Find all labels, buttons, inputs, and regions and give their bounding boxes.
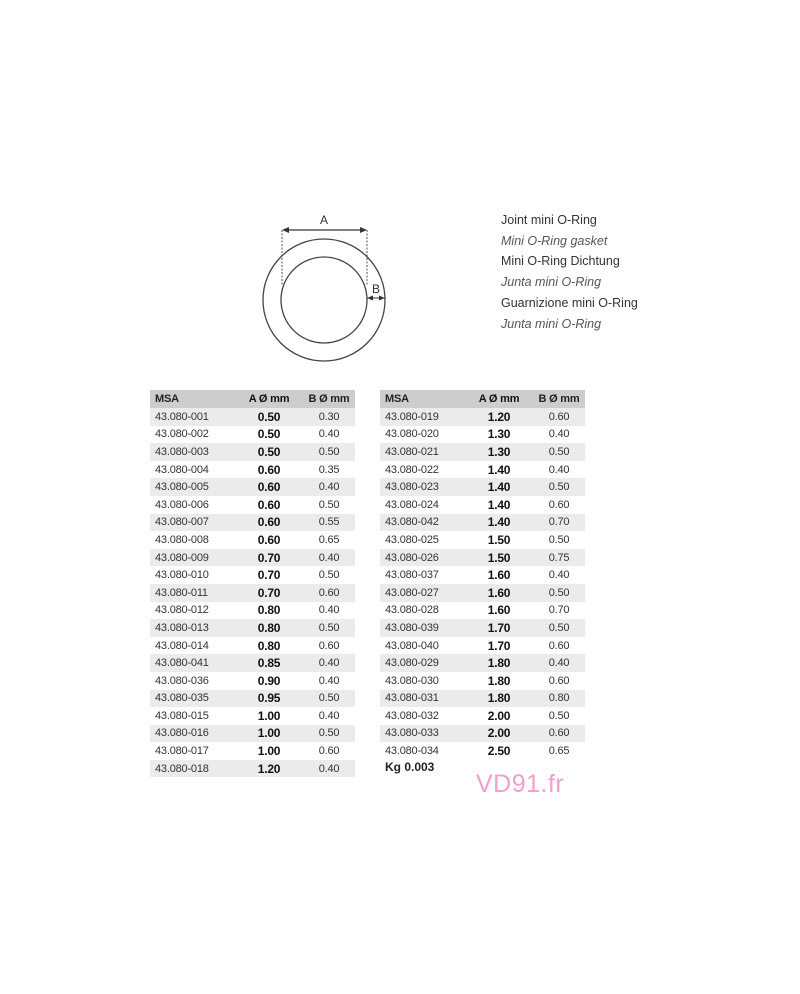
table-row [380,690,585,708]
part-number: 43.080-018 [150,760,235,778]
dimension-a-value: 1.50 [465,549,533,567]
table-row [380,725,585,743]
dimension-b-value: 0.40 [303,426,355,444]
table-row [150,584,355,602]
dimension-a-value: 1.50 [465,531,533,549]
dimension-a-value: 1.40 [465,514,533,532]
table-row [150,531,355,549]
table-row [380,637,585,655]
dimension-a-value: 0.70 [235,584,303,602]
dimension-a-value: 0.50 [235,426,303,444]
part-number: 43.080-017 [150,742,235,760]
dimension-a-value: 1.60 [465,602,533,620]
part-number: 43.080-001 [150,408,235,426]
table-row [150,461,355,479]
dimension-b-value: 0.70 [533,602,585,620]
dimension-a-value: 2.50 [465,742,533,760]
part-number: 43.080-006 [150,496,235,514]
o-ring-diagram [240,205,410,370]
column-header-ref: MSA [150,390,235,408]
table-row [150,690,355,708]
table-row [150,672,355,690]
title-de: Mini O-Ring Dichtung [501,254,620,269]
table-row [380,496,585,514]
table-row [150,742,355,760]
dimension-b-value: 0.40 [303,549,355,567]
part-number: 43.080-026 [380,549,465,567]
table-row [380,443,585,461]
table-row [150,725,355,743]
dimension-a-value: 0.80 [235,602,303,620]
dimension-a-value: 1.80 [465,690,533,708]
dimension-a-value: 1.40 [465,461,533,479]
dimension-b-value: 0.50 [533,443,585,461]
dimension-b-value: 0.65 [303,531,355,549]
part-number: 43.080-008 [150,531,235,549]
table-row [380,584,585,602]
dimension-a-value: 1.60 [465,566,533,584]
dimension-a-value: 0.50 [235,408,303,426]
dimension-a-value: 0.60 [235,461,303,479]
dimension-a-value: 1.40 [465,496,533,514]
dimension-b-value: 0.50 [303,725,355,743]
dimension-a-value: 1.30 [465,443,533,461]
spec-table-right [380,390,585,760]
part-number: 43.080-005 [150,478,235,496]
dimension-a-value: 2.00 [465,707,533,725]
table-row [150,602,355,620]
column-header-b: B Ø mm [303,390,355,408]
dimension-b-value: 0.50 [303,619,355,637]
part-number: 43.080-031 [380,690,465,708]
table-row [380,461,585,479]
dimension-b-value: 0.60 [533,672,585,690]
dimension-b-value: 0.65 [533,742,585,760]
part-number: 43.080-035 [150,690,235,708]
dimension-b-value: 0.40 [303,672,355,690]
dimension-b-value: 0.40 [533,461,585,479]
dimension-b-value: 0.50 [303,496,355,514]
dimension-b-value: 0.50 [303,690,355,708]
dimension-a-value: 1.30 [465,426,533,444]
dimension-a-value: 0.70 [235,549,303,567]
dimension-a-value: 1.00 [235,742,303,760]
dimension-b-value: 0.60 [303,637,355,655]
part-number: 43.080-023 [380,478,465,496]
part-number: 43.080-025 [380,531,465,549]
part-number: 43.080-042 [380,514,465,532]
column-header-b: B Ø mm [533,390,585,408]
dimension-a-value: 0.85 [235,654,303,672]
part-number: 43.080-021 [380,443,465,461]
part-number: 43.080-022 [380,461,465,479]
table-row [150,654,355,672]
dimension-a-value: 1.00 [235,707,303,725]
column-header-a: A Ø mm [465,390,533,408]
dimension-b-arrow-right [379,296,385,301]
part-number: 43.080-012 [150,602,235,620]
part-number: 43.080-011 [150,584,235,602]
part-number: 43.080-020 [380,426,465,444]
part-number: 43.080-013 [150,619,235,637]
table-row [380,531,585,549]
dimension-a-value: 1.60 [465,584,533,602]
part-number: 43.080-024 [380,496,465,514]
part-number: 43.080-016 [150,725,235,743]
watermark: VD91.fr [476,770,565,798]
dimension-b-value: 0.50 [303,566,355,584]
table-row [380,654,585,672]
part-number: 43.080-003 [150,443,235,461]
dimension-b-value: 0.60 [533,637,585,655]
dimension-b-value: 0.40 [303,707,355,725]
dimension-b-value: 0.60 [533,725,585,743]
dimension-a-value: 1.70 [465,619,533,637]
title-pt: Junta mini O-Ring [501,316,602,331]
dimension-b-value: 0.80 [533,690,585,708]
table-row [150,707,355,725]
table-row [380,549,585,567]
dimension-b-value: 0.70 [533,514,585,532]
dimension-b-value: 0.55 [303,514,355,532]
title-es: Junta mini O-Ring [501,275,602,290]
dimension-b-value: 0.35 [303,461,355,479]
column-header-ref: MSA [380,390,465,408]
dimension-a-value: 0.90 [235,672,303,690]
table-row [150,566,355,584]
table-row [150,408,355,426]
part-number: 43.080-009 [150,549,235,567]
part-number: 43.080-027 [380,584,465,602]
table-row [150,514,355,532]
inner-ring [281,257,367,343]
part-number: 43.080-028 [380,602,465,620]
part-number: 43.080-019 [380,408,465,426]
dimension-a-value: 0.80 [235,619,303,637]
table-row [150,496,355,514]
part-number: 43.080-032 [380,707,465,725]
dimension-a-value: 0.60 [235,514,303,532]
part-number: 43.080-030 [380,672,465,690]
table-row [150,549,355,567]
dimension-a-value: 1.80 [465,672,533,690]
dimension-b-value: 0.40 [303,478,355,496]
dimension-b-value: 0.40 [533,654,585,672]
table-row [380,566,585,584]
dimension-a-value: 1.80 [465,654,533,672]
part-number: 43.080-036 [150,672,235,690]
weight-label: Kg 0.003 [385,760,435,774]
dimension-b-value: 0.50 [533,707,585,725]
dimension-b-value: 0.50 [533,478,585,496]
dimension-a-arrow-left [282,227,289,233]
dimension-a-value: 1.40 [465,478,533,496]
dimension-a-value: 1.20 [465,408,533,426]
product-titles [501,210,638,334]
dimension-a-arrow-right [360,227,367,233]
dimension-a-value: 0.80 [235,637,303,655]
table-row [150,619,355,637]
table-row [150,637,355,655]
dimension-b-value: 0.40 [303,760,355,778]
dimension-b-value: 0.30 [303,408,355,426]
part-number: 43.080-004 [150,461,235,479]
part-number: 43.080-033 [380,725,465,743]
dimension-b-arrow-left [367,296,373,301]
table-header-row [150,390,355,408]
table-row [380,602,585,620]
dimension-a-value: 0.60 [235,531,303,549]
part-number: 43.080-015 [150,707,235,725]
part-number: 43.080-040 [380,637,465,655]
table-header-row [380,390,585,408]
dimension-a-value: 0.95 [235,690,303,708]
table-row [380,408,585,426]
table-row [150,478,355,496]
part-number: 43.080-041 [150,654,235,672]
table-row [150,760,355,778]
dimension-b-value: 0.50 [533,531,585,549]
part-number: 43.080-034 [380,742,465,760]
table-row [380,426,585,444]
title-en: Mini O-Ring gasket [501,233,608,248]
part-number: 43.080-039 [380,619,465,637]
part-number: 43.080-010 [150,566,235,584]
dimension-b-value: 0.50 [533,584,585,602]
table-row [150,443,355,461]
title-it: Guarnizione mini O-Ring [501,295,638,310]
dimension-a-label: A [319,213,329,227]
dimension-b-value: 0.40 [303,602,355,620]
spec-table-left [150,390,355,777]
table-row [380,619,585,637]
part-number: 43.080-014 [150,637,235,655]
title-fr: Joint mini O-Ring [501,213,597,227]
table-row [380,672,585,690]
dimension-a-value: 0.70 [235,566,303,584]
table-row [380,742,585,760]
table-row [150,426,355,444]
dimension-b-value: 0.40 [533,426,585,444]
part-number: 43.080-037 [380,566,465,584]
table-row [380,478,585,496]
dimension-a-value: 1.20 [235,760,303,778]
table-row [380,514,585,532]
column-header-a: A Ø mm [235,390,303,408]
dimension-a-value: 0.50 [235,443,303,461]
dimension-a-value: 1.70 [465,637,533,655]
part-number: 43.080-007 [150,514,235,532]
o-ring-drawing [240,205,410,370]
dimension-b-value: 0.60 [303,742,355,760]
dimension-a-value: 0.60 [235,496,303,514]
dimension-b-value: 0.40 [303,654,355,672]
dimension-b-value: 0.40 [533,566,585,584]
dimension-b-value: 0.60 [303,584,355,602]
part-number: 43.080-002 [150,426,235,444]
dimension-a-value: 1.00 [235,725,303,743]
part-number: 43.080-029 [380,654,465,672]
table-row [380,707,585,725]
dimension-a-value: 0.60 [235,478,303,496]
dimension-b-value: 0.50 [303,443,355,461]
dimension-b-value: 0.50 [533,619,585,637]
dimension-b-value: 0.60 [533,496,585,514]
dimension-a-value: 2.00 [465,725,533,743]
dimension-b-value: 0.60 [533,408,585,426]
dimension-b-label: B [371,282,381,296]
dimension-b-value: 0.75 [533,549,585,567]
